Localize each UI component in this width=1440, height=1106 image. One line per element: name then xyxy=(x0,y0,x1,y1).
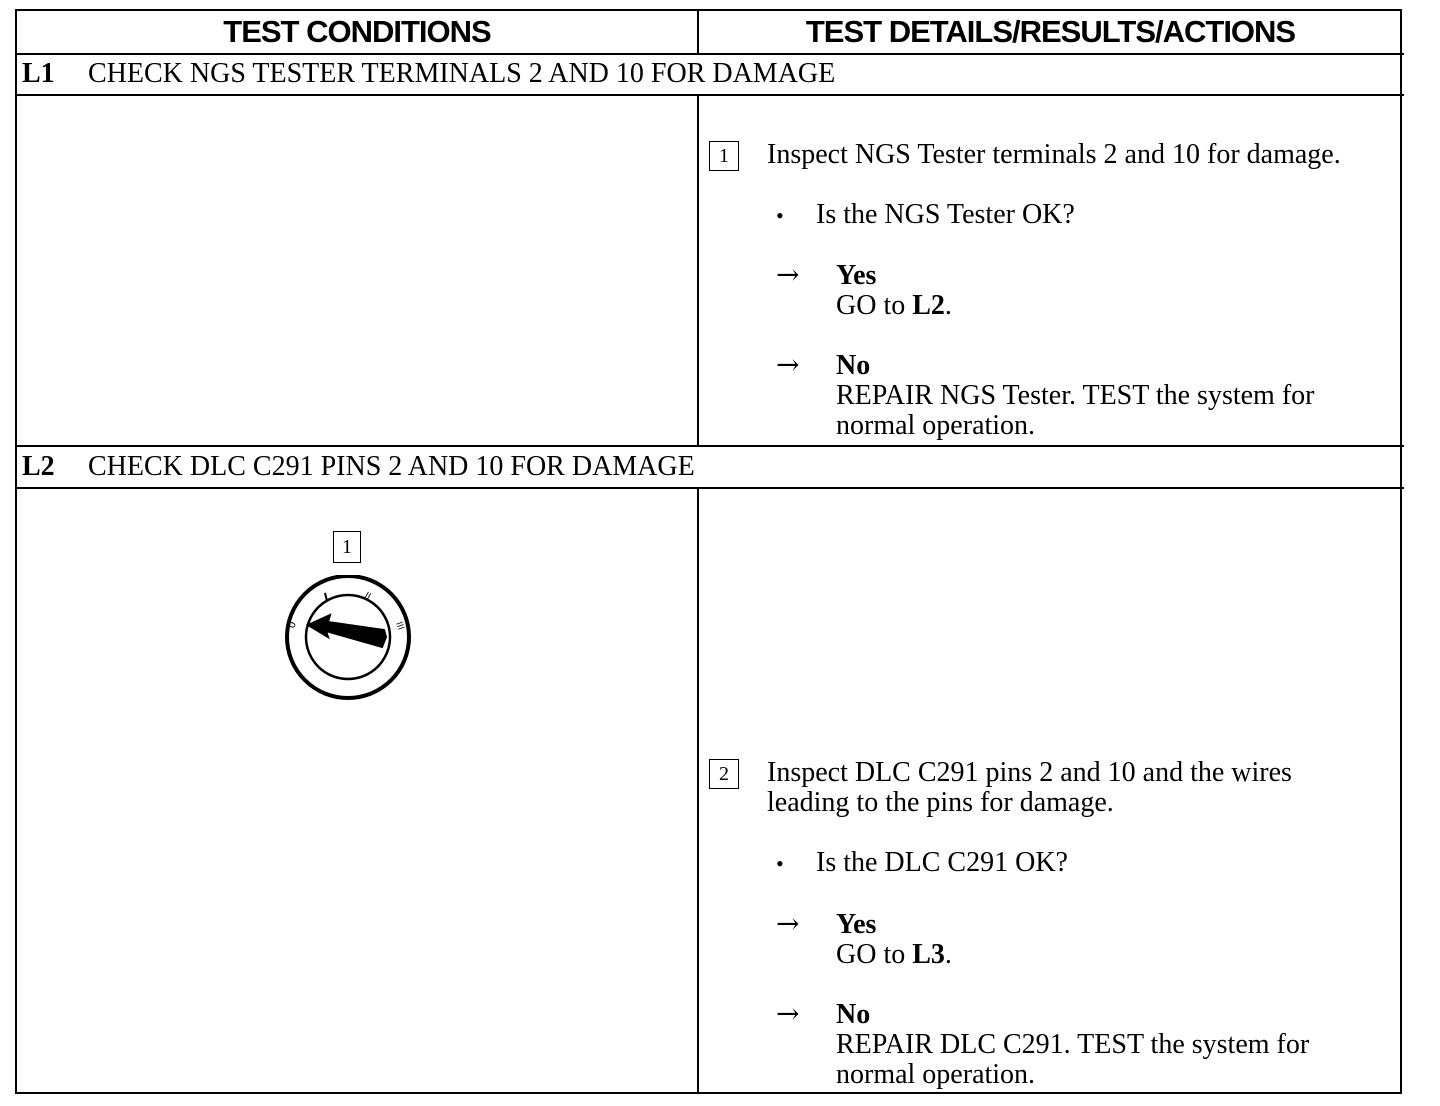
svg-text:II: II xyxy=(362,590,373,603)
step-number-box: 2 xyxy=(709,759,739,789)
section-code: L1 xyxy=(22,58,55,89)
step-number-box: 1 xyxy=(709,141,739,171)
arrow-right-icon: → xyxy=(776,258,800,291)
column-header-test-details: TEST DETAILS/RESULTS/ACTIONS xyxy=(805,14,1296,49)
step-instruction-line-2: leading to the pins for damage. xyxy=(767,787,1114,818)
yes-label: Yes xyxy=(836,909,877,940)
no-label: No xyxy=(836,999,871,1030)
no-action-line-2: normal operation. xyxy=(836,1059,1036,1090)
step-instruction-line-1: Inspect DLC C291 pins 2 and 10 and the wires xyxy=(767,757,1292,788)
arrow-right-icon: → xyxy=(776,997,800,1030)
header-divider xyxy=(15,53,1404,55)
yes-action: GO to L2. xyxy=(836,290,952,321)
l2-column-divider xyxy=(697,488,699,1094)
question-text: Is the NGS Tester OK? xyxy=(816,199,1075,230)
section-l2-top-divider xyxy=(15,445,1404,447)
bullet-icon: • xyxy=(776,203,784,228)
figure-step-number-box: 1 xyxy=(333,531,361,563)
no-action-line-2: normal operation. xyxy=(836,410,1036,441)
section-l2-divider xyxy=(15,487,1404,489)
bullet-icon: • xyxy=(776,851,784,876)
yes-action: GO to L3. xyxy=(836,939,952,970)
arrow-right-icon: → xyxy=(776,907,800,940)
svg-text:III: III xyxy=(393,620,406,632)
table-frame xyxy=(15,9,1402,1094)
section-l1-divider xyxy=(15,94,1404,96)
yes-label: Yes xyxy=(836,260,877,291)
no-action-line-1: REPAIR DLC C291. TEST the system for xyxy=(836,1029,1310,1060)
no-label: No xyxy=(836,350,871,381)
question-text: Is the DLC C291 OK? xyxy=(816,847,1068,878)
step-instruction: Inspect NGS Tester terminals 2 and 10 for damage. xyxy=(767,139,1341,170)
arrow-right-icon: → xyxy=(776,348,800,381)
section-code: L2 xyxy=(22,451,55,482)
column-header-test-conditions: TEST CONDITIONS xyxy=(223,14,491,49)
svg-text:0: 0 xyxy=(286,620,299,631)
section-title-l2 xyxy=(22,451,695,483)
section-title-text: CHECK NGS TESTER TERMINALS 2 AND 10 FOR DAMAGE xyxy=(88,58,836,89)
l1-column-divider xyxy=(697,95,699,445)
section-title-l1 xyxy=(22,58,835,90)
section-title-text: CHECK DLC C291 PINS 2 AND 10 FOR DAMAGE xyxy=(88,451,695,482)
no-action-line-1: REPAIR NGS Tester. TEST the system for xyxy=(836,380,1315,411)
ignition-switch-icon xyxy=(280,575,416,705)
